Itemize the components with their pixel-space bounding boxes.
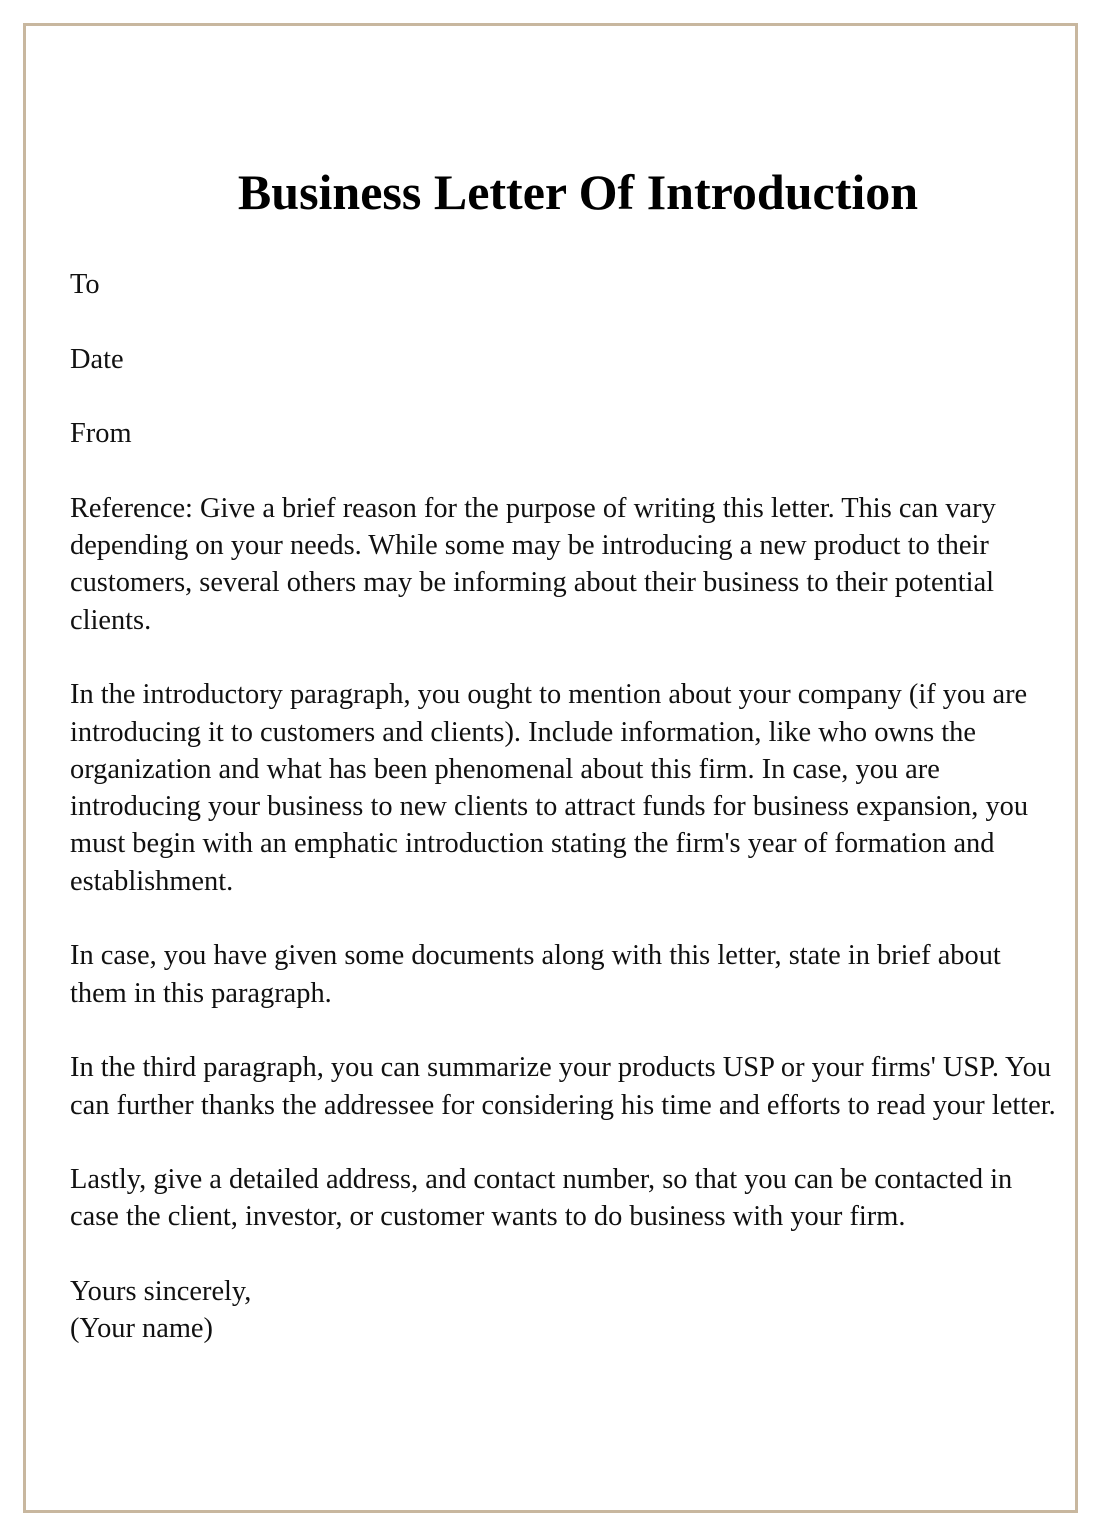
date-line: Date [70, 343, 124, 375]
contact-paragraph: Lastly, give a detailed address, and contact number, so that you can be contacted in case the client, investor, or customer wants to do business with your firm. [70, 1164, 1013, 1233]
signature-line: (Your name) [70, 1313, 213, 1345]
introductory-paragraph: In the introductory paragraph, you ought to mention about your company (if you are introducing it to customers and clients). Include information, like who owns the organization and what has been phenomenal about this firm. In case, you are introducing your business to new clients to attract funds for business expansion, you must begin with an emphatic introduction stating the firm's year of formation and establishment. [70, 679, 1029, 897]
third-paragraph: In the third paragraph, you can summarize your products USP or your firms' USP. You can further thanks the addressee for considering his time and efforts to read your letter. [70, 1052, 1056, 1121]
closing-line: Yours sincerely, [70, 1276, 252, 1308]
page-title: Business Letter Of Introduction [237, 163, 919, 220]
to-line: To [70, 269, 100, 300]
reference-paragraph: Reference: Give a brief reason for the purpose of writing this letter. This can vary depending on your needs. While some may be introducing a new product to their customers, several others may be informing about their business to their potential clients. [70, 492, 996, 636]
documents-paragraph: In case, you have given some documents along with this letter, state in brief about them in this paragraph. [70, 940, 1001, 1009]
letter-body [70, 266, 1060, 1348]
from-line: From [70, 418, 132, 450]
